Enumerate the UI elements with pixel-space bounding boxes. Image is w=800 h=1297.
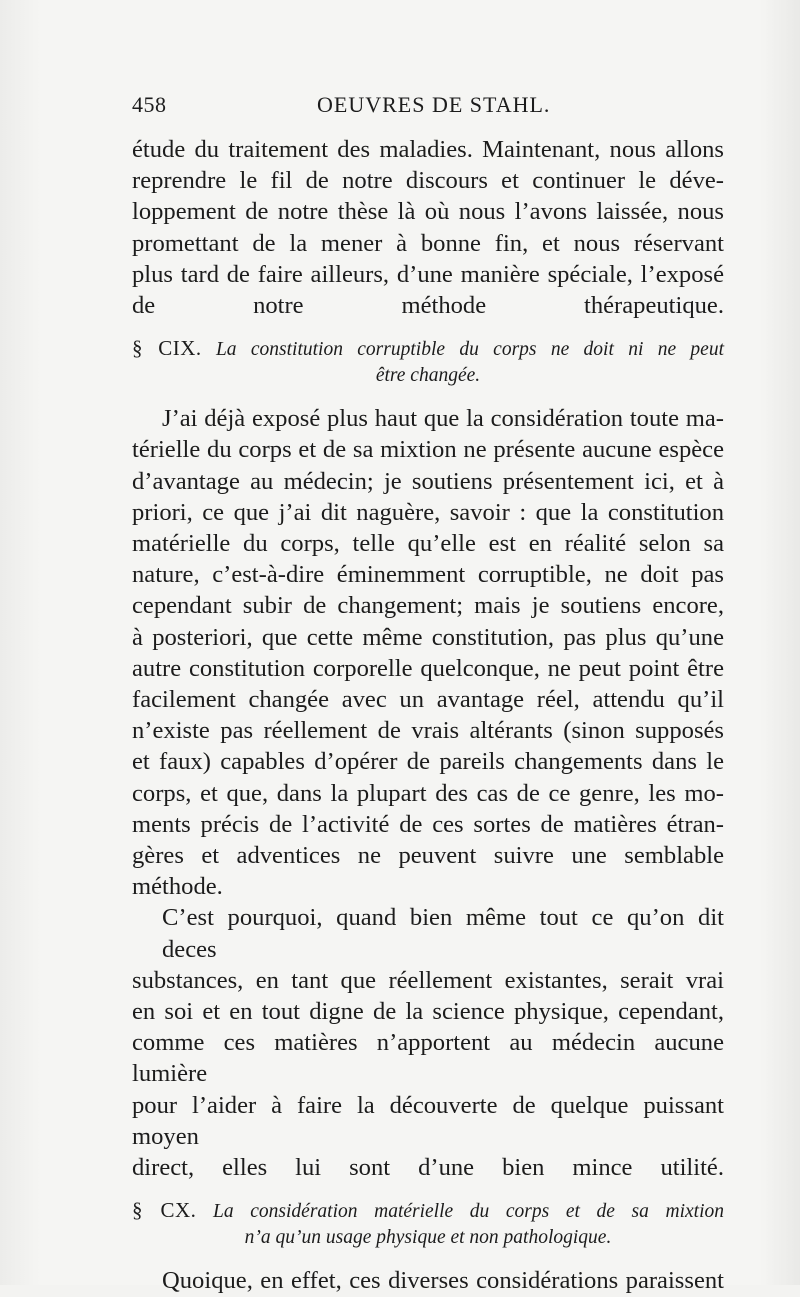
section-title-continued: être changée.	[375, 365, 481, 387]
text-line: matérielle du corps, telle qu’elle est en réalité selon sa	[132, 530, 724, 558]
text-line: comme ces matières n’apportent au médecin aucune lumière	[132, 1029, 724, 1088]
text-line: autre constitution corporelle quelconque, ne peut point être	[132, 654, 724, 682]
section-number: § CIX.	[132, 336, 202, 361]
text-line: n’existe pas réellement de vrais altérants (sinon supposés	[132, 717, 724, 745]
text-line: promettant de la mener à bonne fin, et nous réservant	[132, 229, 724, 257]
paragraph-1	[132, 134, 724, 321]
running-title: OEUVRES DE STAHL.	[317, 92, 551, 117]
text-line: de notre méthode thérapeutique.	[132, 292, 724, 320]
text-line: facilement changée avec un avantage réel, attendu qu’il	[132, 686, 724, 714]
text-line: reprendre le fil de notre discours et continuer le déve-	[132, 167, 724, 195]
text-line: cependant subir de changement; mais je soutiens encore,	[132, 592, 724, 620]
text-line: gères et adventices ne peuvent suivre une semblable	[132, 842, 724, 870]
section-heading-cx	[132, 1197, 724, 1251]
page-header	[132, 92, 728, 126]
text-line: méthode.	[132, 873, 223, 901]
text-line: à posteriori, que cette même constitution, pas plus qu’une	[132, 623, 724, 651]
text-line: substances, en tant que réellement existantes, serait vrai	[132, 966, 724, 994]
section-title: La considération matérielle du corps et de sa mixtion	[213, 1201, 724, 1223]
text-line: étude du traitement des maladies. Maintenant, nous allons	[132, 136, 724, 163]
text-line: corps, et que, dans la plupart des cas de ce genre, les mo-	[132, 779, 724, 807]
text-line: Quoique, en effet, ces diverses considérations paraissent	[162, 1267, 724, 1295]
text-line: en soi et en tout digne de la science physique, cependant,	[132, 998, 724, 1026]
text-line: C’est pourquoi, quand bien même tout ce qu’on dit deces	[162, 904, 724, 963]
paragraph-4	[132, 1265, 724, 1296]
text-line: nature, c’est-à-dire éminemment corruptible, ne doit pas	[132, 561, 724, 589]
paragraph-2	[132, 403, 724, 902]
text-line: direct, elles lui sont d’une bien mince utilité.	[132, 1154, 724, 1182]
section-heading-cix	[132, 335, 724, 389]
section-title: La constitution corruptible du corps ne doit ni ne peut	[215, 339, 725, 361]
text-line: ments précis de l’activité de ces sortes de matières étran-	[132, 810, 724, 838]
text-line: et faux) capables d’opérer de pareils changements dans le	[132, 748, 724, 776]
text-line: priori, ce que j’ai dit naguère, savoir : que la constitution	[132, 498, 724, 526]
text-line: J’ai déjà exposé plus haut que la considération toute ma-	[162, 405, 724, 433]
text-line: loppement de notre thèse là où nous l’avons laissée, nous	[132, 198, 724, 226]
section-title-continued: n’a qu’un usage physique et non pathologique.	[244, 1227, 612, 1249]
body-text	[132, 134, 724, 1297]
section-number: § CX.	[132, 1198, 197, 1223]
text-line: térielle du corps et de sa mixtion ne présente aucune espèce	[132, 436, 724, 464]
page-number: 458	[132, 92, 167, 117]
text-line: d’avantage au médecin; je soutiens présentement ici, et à	[132, 467, 724, 495]
text-line: pour l’aider à faire la découverte de quelque puissant moyen	[132, 1091, 724, 1150]
paragraph-3	[132, 902, 724, 1183]
text-line: plus tard de faire ailleurs, d’une manière spéciale, l’exposé	[132, 260, 724, 288]
